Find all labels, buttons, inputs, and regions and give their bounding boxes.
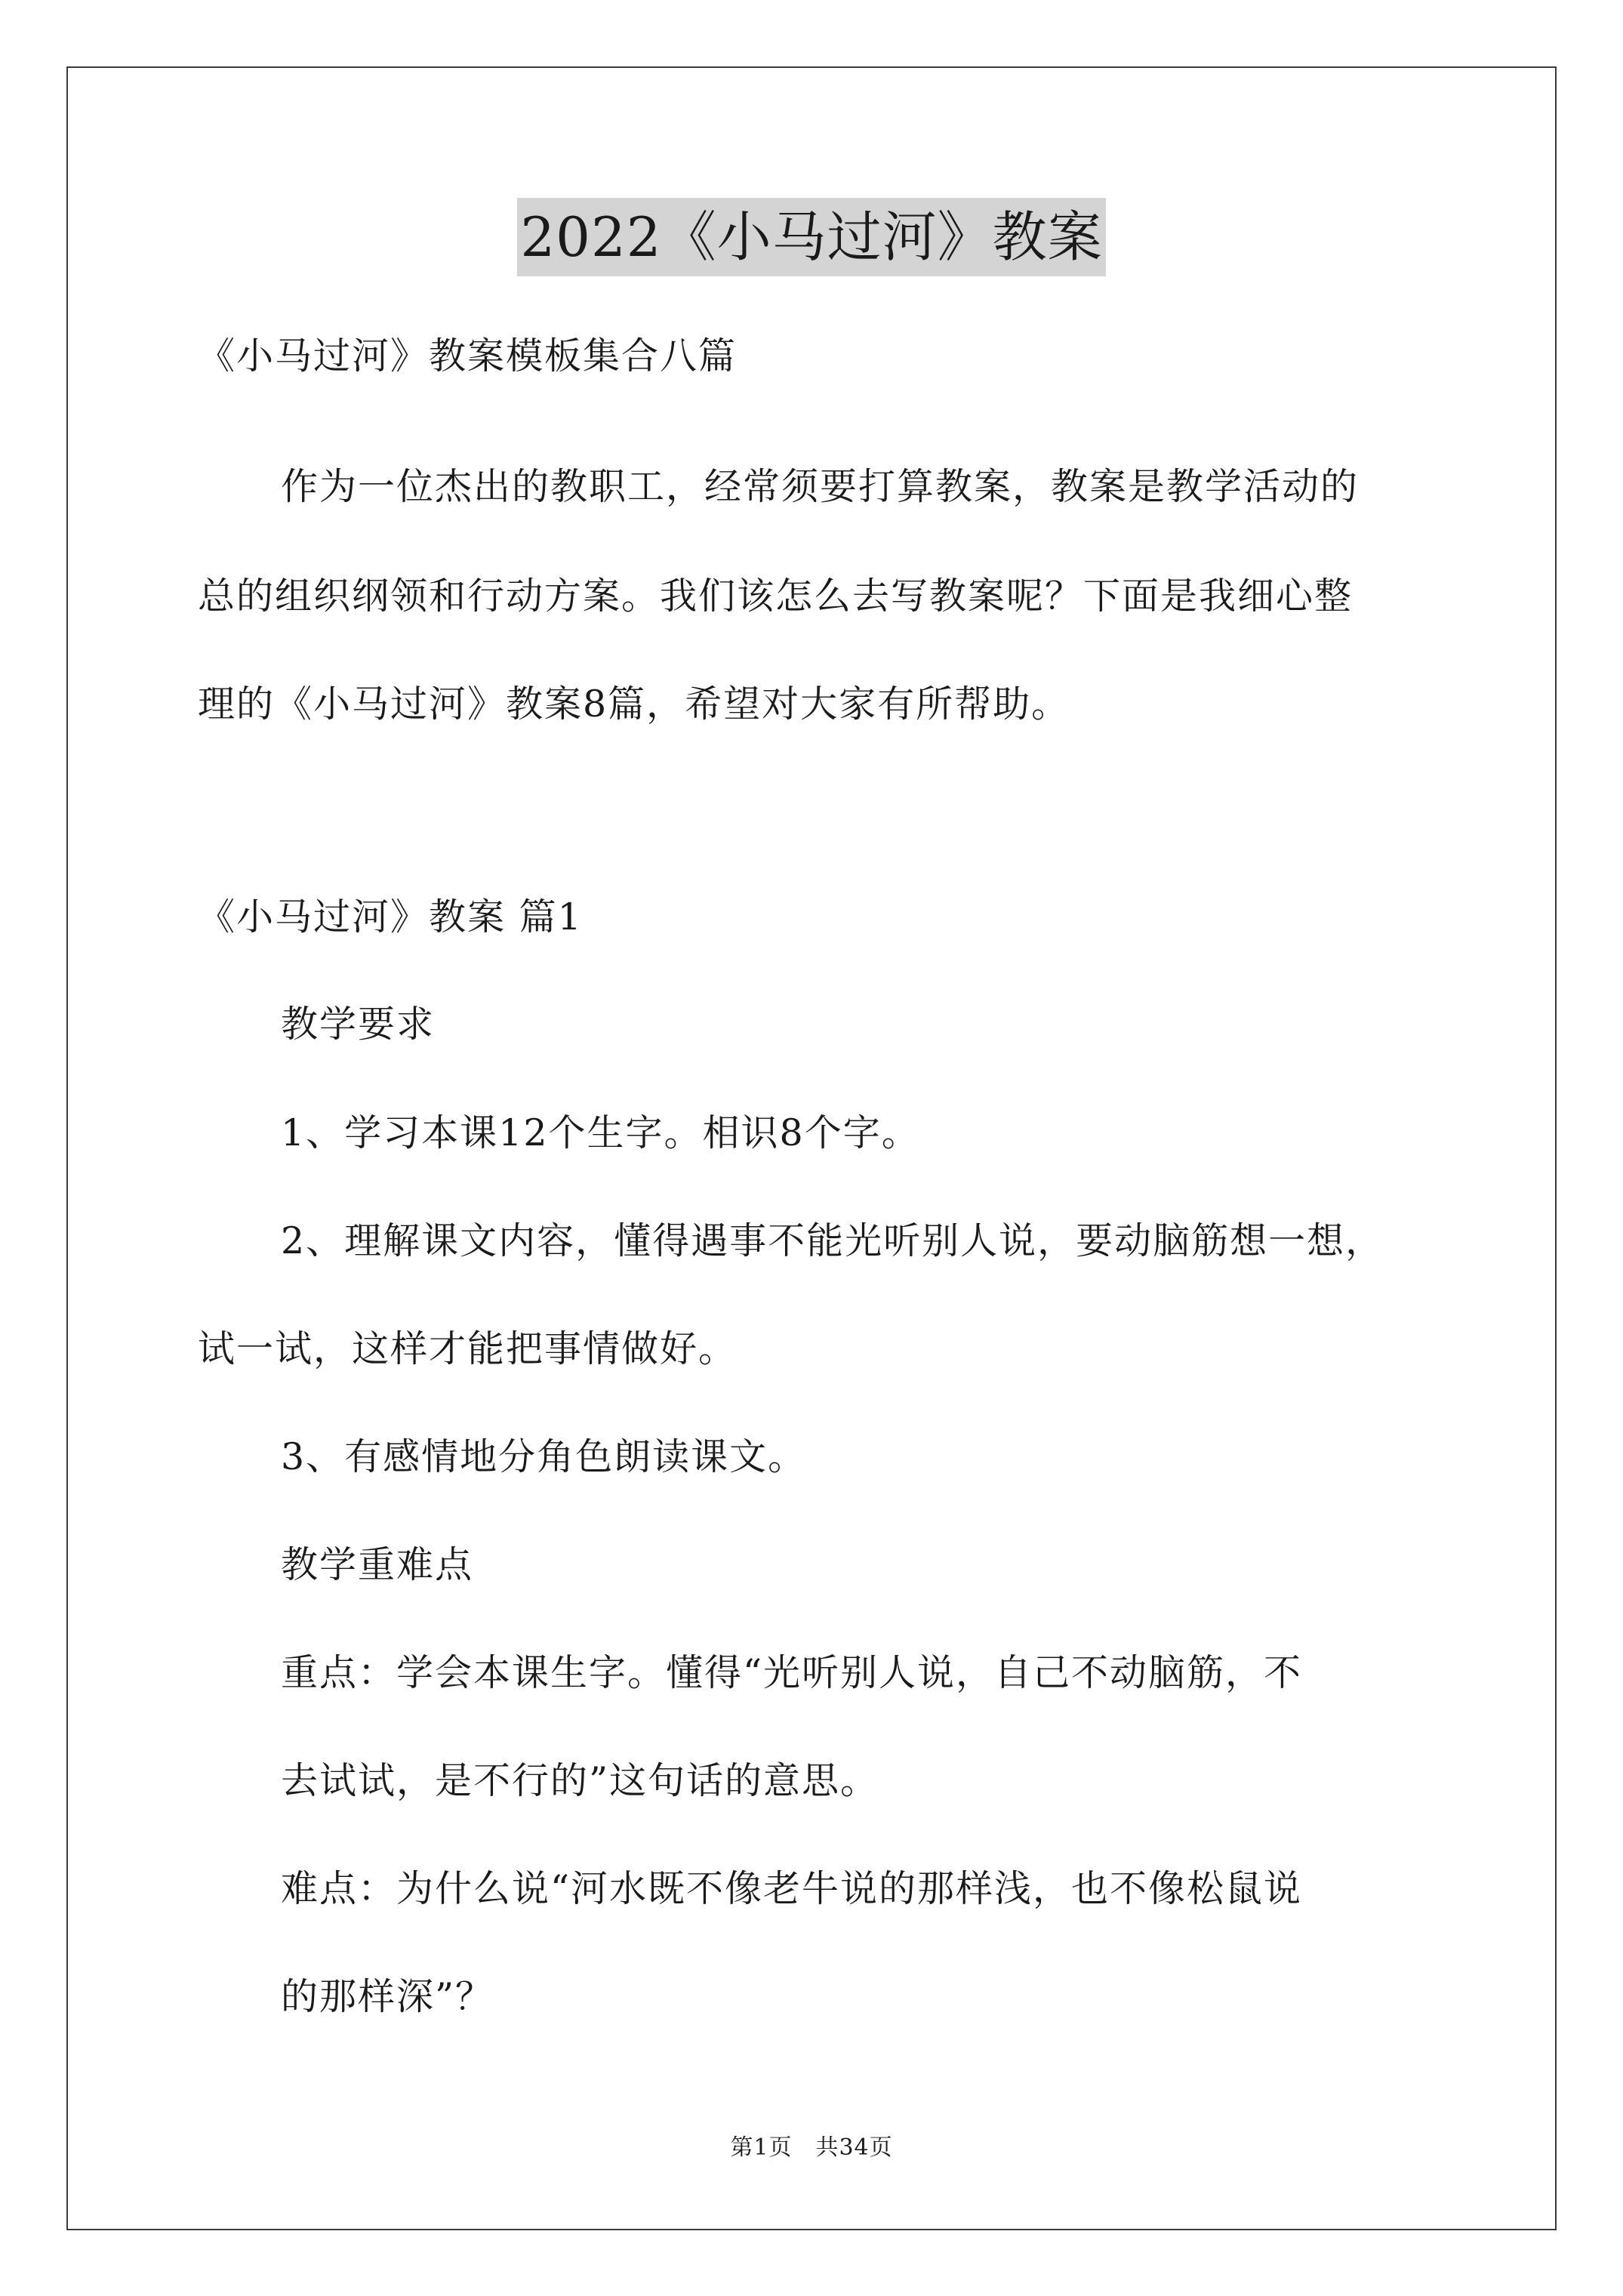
document-title: 2022《小马过河》教案: [517, 198, 1105, 276]
intro-line-2: 总的组织纲领和行动方案。我们该怎么去写教案呢？下面是我细心整: [198, 575, 1354, 618]
hard-point-line-2: 的那样深”？: [281, 1975, 494, 2018]
page-number: 第1页 共34页: [730, 2134, 893, 2161]
requirement-item-2: 2、理解课文内容，懂得遇事不能光听别人说，要动脑筋想一想，: [281, 1219, 1384, 1262]
key-point-line-1: 重点：学会本课生字。懂得“光听别人说，自己不动脑筋，不: [281, 1651, 1303, 1694]
section-heading: 《小马过河》教案 篇1: [198, 895, 583, 938]
requirement-item-3: 3、有感情地分角色朗读课文。: [281, 1435, 807, 1478]
difficulty-heading: 教学重难点: [281, 1543, 474, 1586]
requirement-item-1: 1、学习本课12个生字。相识8个字。: [281, 1111, 920, 1154]
key-point-line-2: 去试试，是不行的”这句话的意思。: [281, 1759, 879, 1802]
intro-line-3: 理的《小马过河》教案8篇，希望对大家有所帮助。: [198, 683, 1070, 726]
requirement-item-2-cont: 试一试，这样才能把事情做好。: [198, 1327, 738, 1370]
hard-point-line-1: 难点：为什么说“河水既不像老牛说的那样浅，也不像松鼠说: [281, 1867, 1303, 1910]
requirements-heading: 教学要求: [281, 1003, 436, 1046]
document-subtitle: 《小马过河》教案模板集合八篇: [198, 334, 738, 378]
title-container: [0, 198, 1623, 276]
intro-line-1: 作为一位杰出的教职工，经常须要打算教案，教案是教学活动的: [281, 465, 1360, 508]
